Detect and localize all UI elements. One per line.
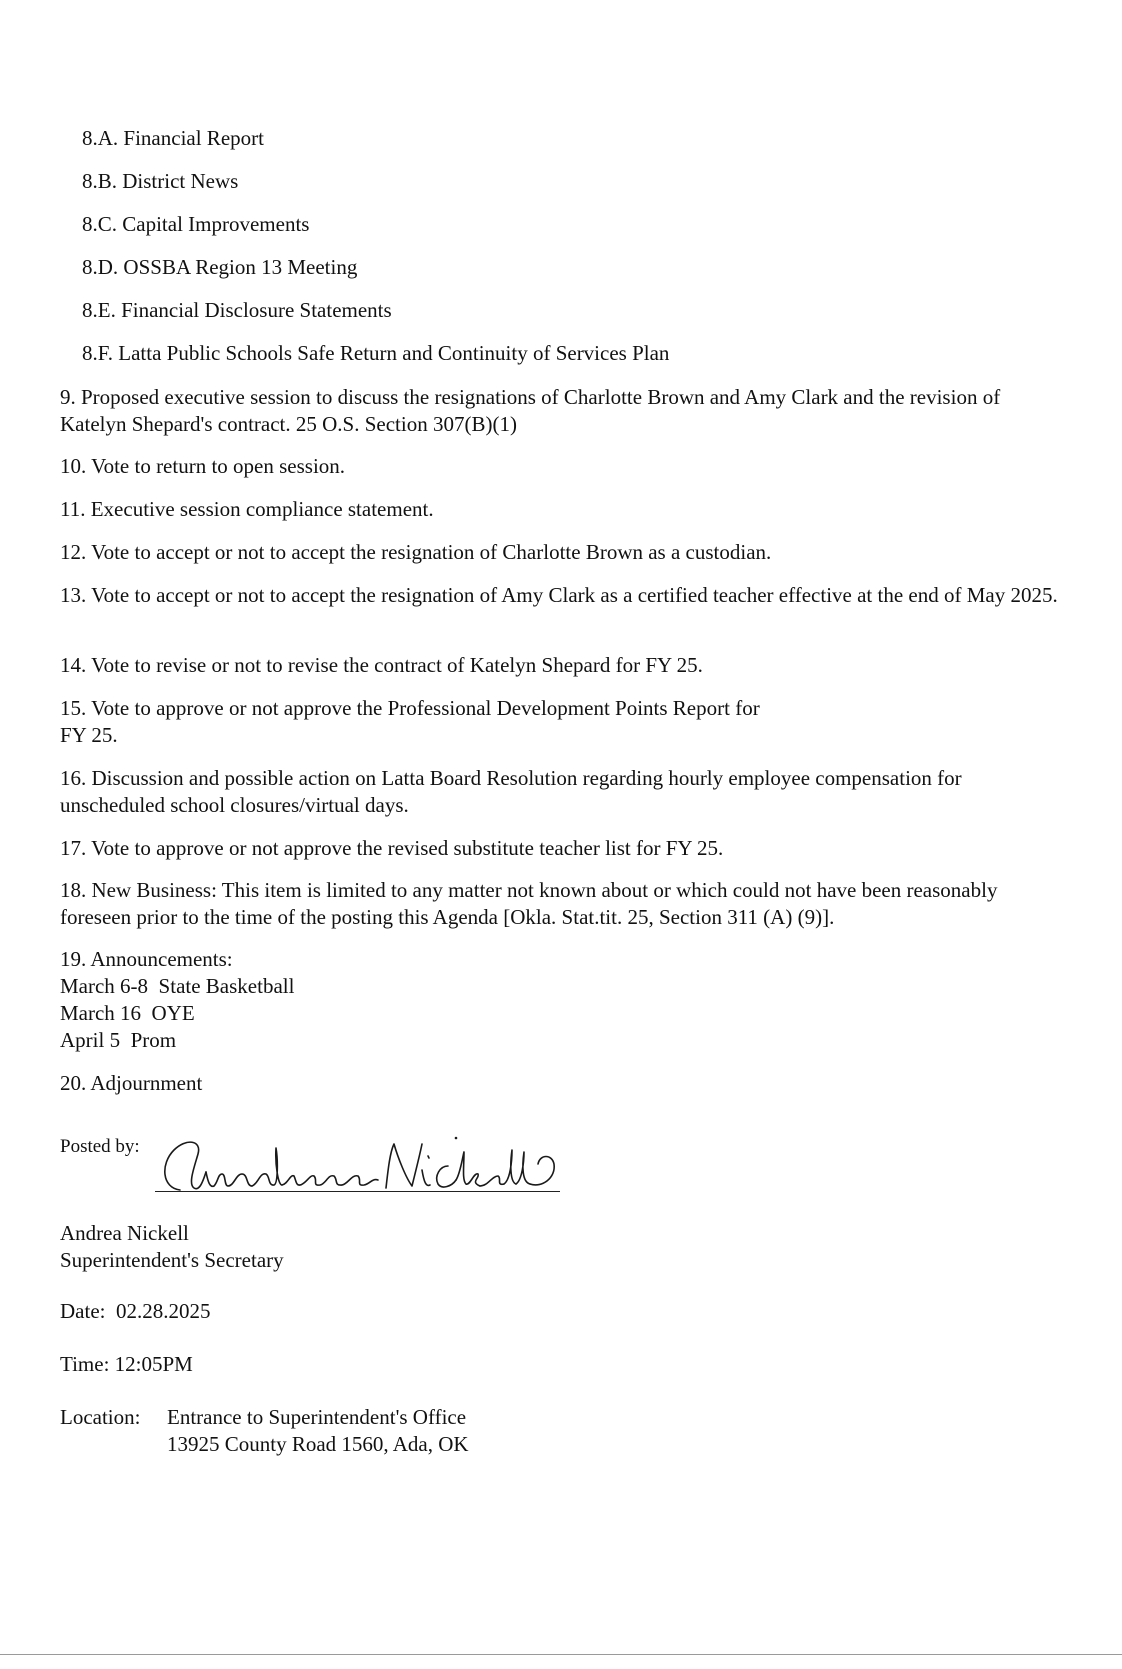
- agenda-item-8d: 8.D. OSSBA Region 13 Meeting: [82, 255, 358, 279]
- agenda-item-10: 10. Vote to return to open session.: [60, 454, 346, 478]
- agenda-item-8f: 8.F. Latta Public Schools Safe Return and Continuity of Services Plan: [82, 341, 670, 365]
- agenda-item-8a: 8.A. Financial Report: [82, 126, 264, 150]
- poster-title: Superintendent's Secretary: [60, 1248, 284, 1272]
- agenda-item-9: 9. Proposed executive session to discuss the resignations of Charlotte Brown and Amy Clark and the revision of Katelyn Shepard's contract. 25 O.S. Section 307(B)(1): [60, 385, 1001, 436]
- signature: [158, 1130, 563, 1196]
- posting-time: Time: 12:05PM: [60, 1352, 193, 1376]
- agenda-item-20: 20. Adjournment: [60, 1071, 203, 1095]
- page-bottom-edge: [0, 1654, 1122, 1655]
- agenda-item-15-line1: 15. Vote to approve or not approve the Professional Development Points Report for: [60, 696, 760, 720]
- poster-name: Andrea Nickell: [60, 1221, 189, 1245]
- location-address: [167, 1404, 469, 1458]
- posting-date: Date: 02.28.2025: [60, 1299, 211, 1323]
- agenda-item-13: 13. Vote to accept or not to accept the resignation of Amy Clark as a certified teacher effective at the end of May 2025.: [60, 583, 1058, 607]
- agenda-item-17: 17. Vote to approve or not approve the revised substitute teacher list for FY 25.: [60, 836, 724, 860]
- signature-line: [155, 1191, 560, 1192]
- agenda-item-8c: 8.C. Capital Improvements: [82, 212, 310, 236]
- location-label: Location:: [60, 1405, 141, 1429]
- announcement-event: April 5 Prom: [60, 1028, 177, 1052]
- agenda-item-16: 16. Discussion and possible action on Latta Board Resolution regarding hourly employee compensation for unscheduled school closures/virtual days.: [60, 766, 962, 817]
- agenda-item-11: 11. Executive session compliance statement.: [60, 497, 434, 521]
- agenda-item-18: 18. New Business: This item is limited to any matter not known about or which could not have been reasonably foreseen prior to the time of the posting this Agenda [Okla. Stat.tit. 25, Section 311 (A) (9)].: [60, 878, 998, 929]
- posted-by-label: Posted by:: [60, 1136, 140, 1157]
- announcement-event: March 16 OYE: [60, 1001, 195, 1025]
- agenda-item-14: 14. Vote to revise or not to revise the contract of Katelyn Shepard for FY 25.: [60, 653, 703, 677]
- location-line: 13925 County Road 1560, Ada, OK: [167, 1432, 469, 1456]
- location-line: Entrance to Superintendent's Office: [167, 1405, 467, 1429]
- agenda-item-15-line2: FY 25.: [60, 723, 118, 747]
- agenda-item-8e: 8.E. Financial Disclosure Statements: [82, 298, 392, 322]
- agenda-item-8b: 8.B. District News: [82, 169, 239, 193]
- agenda-item-12: 12. Vote to accept or not to accept the resignation of Charlotte Brown as a custodian.: [60, 540, 772, 564]
- announcements-heading: 19. Announcements:: [60, 947, 233, 971]
- announcement-event: March 6-8 State Basketball: [60, 974, 295, 998]
- handwritten-signature-icon: [158, 1130, 563, 1196]
